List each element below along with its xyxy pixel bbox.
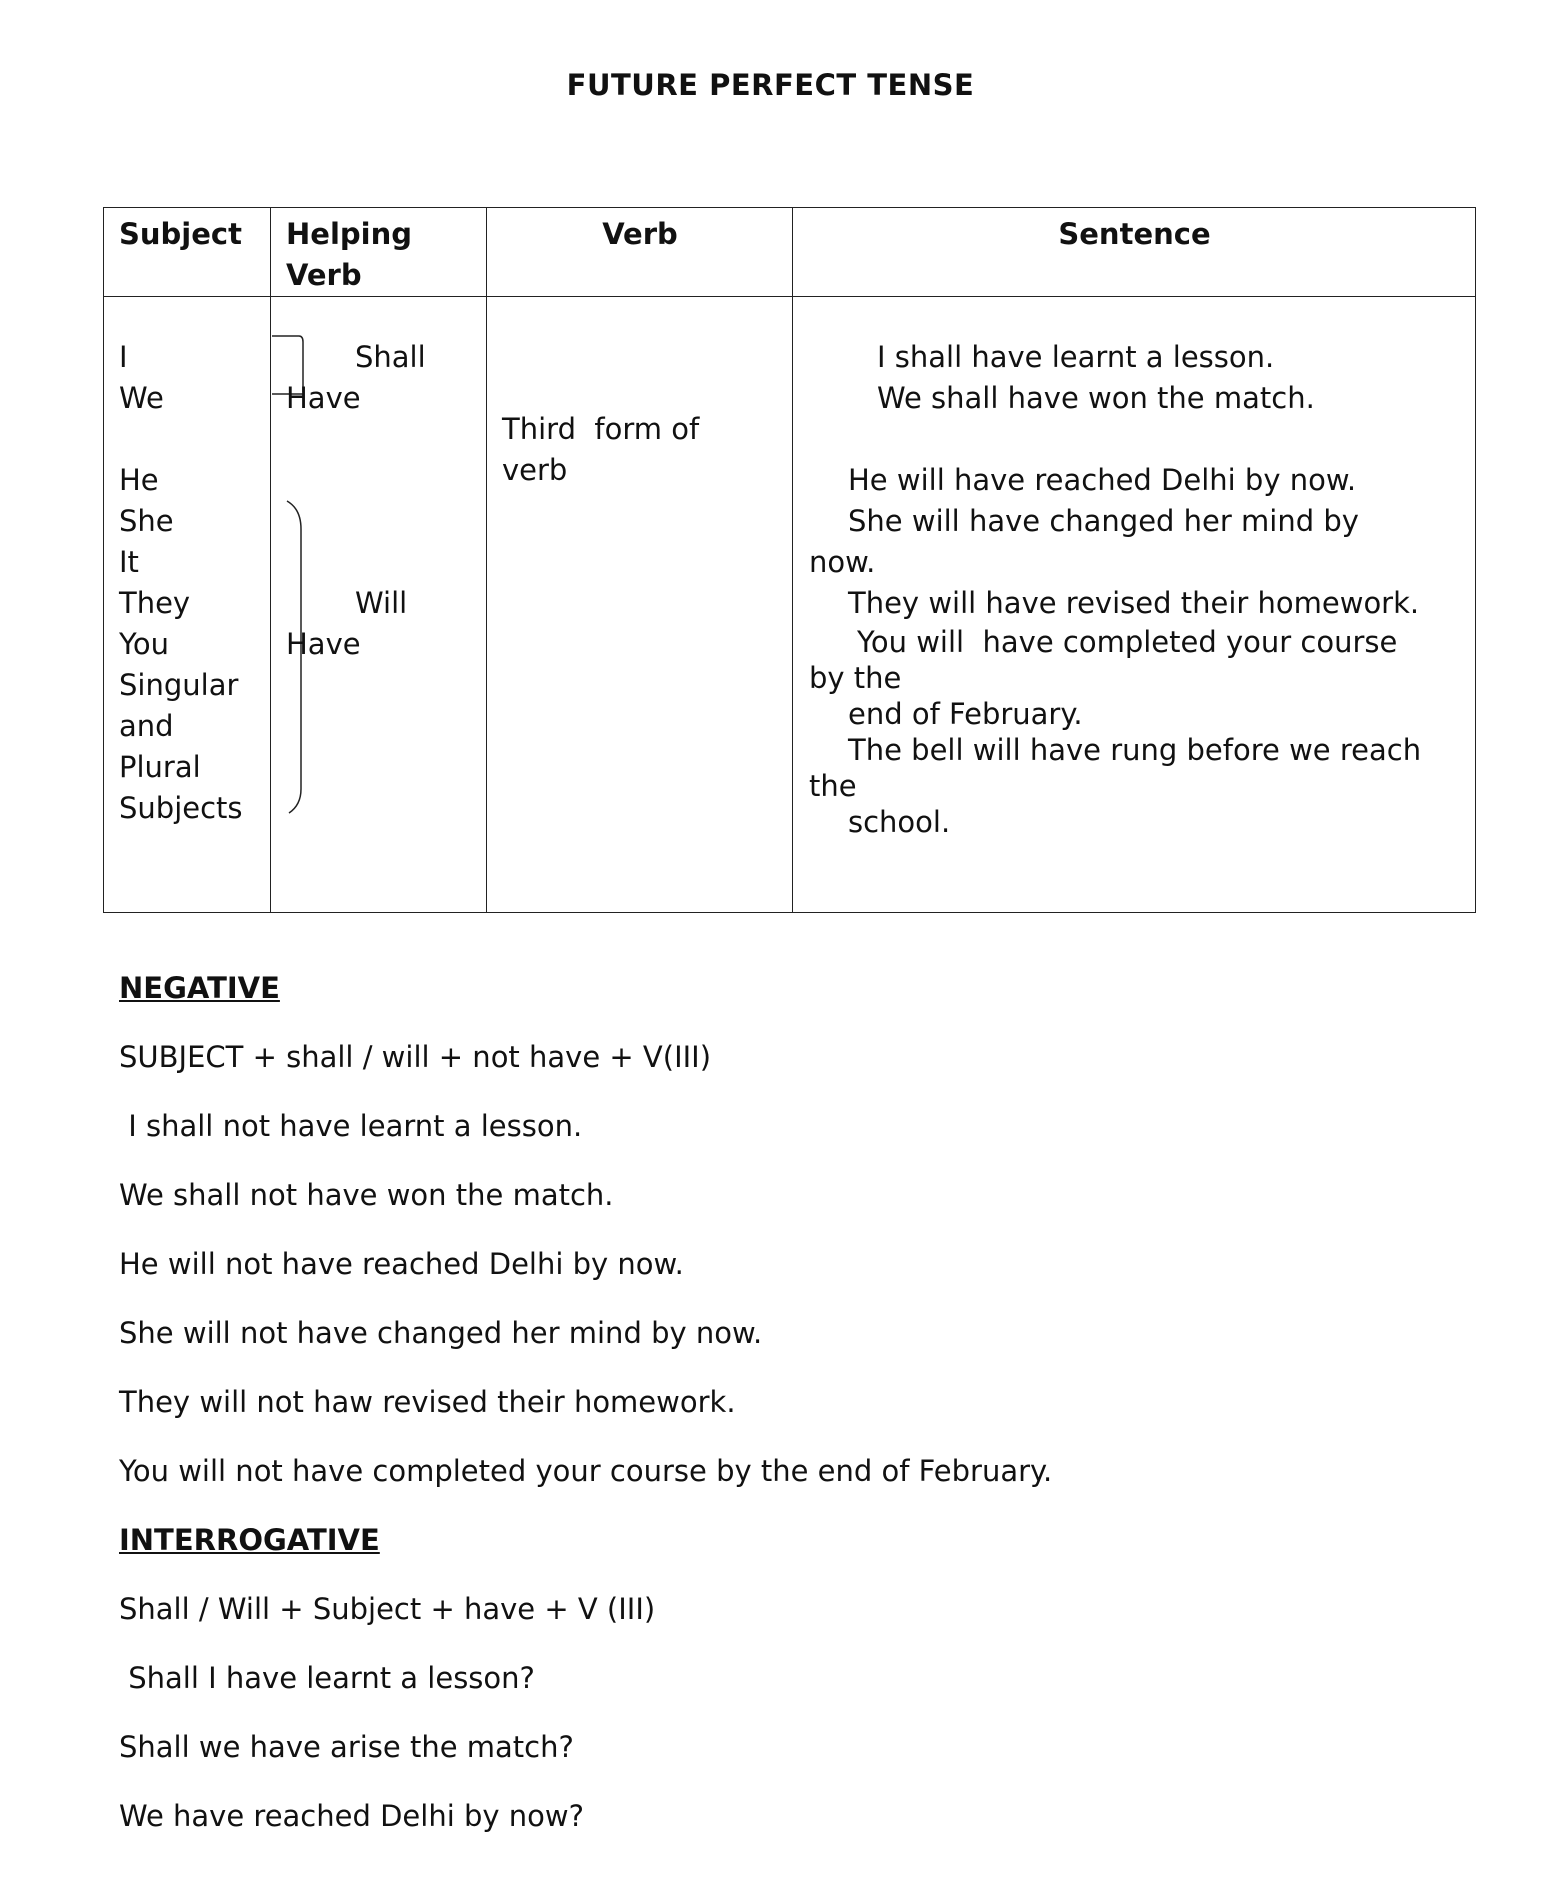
header-verb: Verb [487, 208, 793, 297]
header-helping-verb: Helping Verb [271, 208, 487, 297]
subject-item: He [119, 463, 159, 497]
sentence-line: She will have changed her mind by [848, 504, 1359, 538]
subject-item: We [119, 381, 164, 415]
sentence-line: now. [809, 545, 876, 579]
negative-example: We shall not have won the match. [119, 1178, 614, 1212]
table-header-row [104, 208, 1476, 297]
helping-verb-shall: Shall [355, 340, 426, 374]
subject-item: Plural [119, 750, 201, 784]
interrogative-example: Shall I have learnt a lesson? [119, 1661, 535, 1695]
subject-item: She [119, 504, 174, 538]
sentence-line: end of February. [848, 697, 1083, 731]
subject-item: You [119, 627, 169, 661]
subject-item: and [119, 709, 174, 743]
interrogative-formula: Shall / Will + Subject + have + V (III) [119, 1592, 656, 1626]
subject-item: Subjects [119, 791, 243, 825]
subject-cell [104, 297, 271, 913]
subject-item: Singular [119, 668, 239, 702]
negative-example: She will not have changed her mind by now. [119, 1316, 763, 1350]
helping-verb-will-have: Have [286, 627, 361, 661]
sentence-line: They will have revised their homework. [848, 586, 1420, 620]
page-title: FUTURE PERFECT TENSE [566, 68, 975, 102]
interrogative-example: Shall we have arise the match? [119, 1730, 574, 1764]
tense-table [103, 207, 1476, 913]
interrogative-example: We have reached Delhi by now? [119, 1799, 585, 1833]
sentence-line: The bell will have rung before we reach [848, 733, 1422, 767]
helping-verb-shall-have: Have [286, 381, 361, 415]
header-subject: Subject [104, 208, 271, 297]
negative-example: They will not haw revised their homework. [119, 1385, 736, 1419]
sentence-line: You will have completed your course [857, 625, 1398, 659]
sentence-cell [793, 297, 1476, 913]
verb-line: Third form of [502, 412, 700, 446]
sentence-line: by the [809, 661, 902, 695]
verb-cell [487, 297, 793, 913]
sentence-line: I shall have learnt a lesson. [877, 340, 1275, 374]
subject-item: It [119, 545, 139, 579]
subject-item: They [119, 586, 191, 620]
sentence-line: school. [848, 805, 951, 839]
verb-line: verb [502, 453, 568, 487]
subject-item: I [119, 340, 128, 374]
interrogative-heading: INTERROGATIVE [119, 1523, 380, 1557]
helping-verb-cell [271, 297, 487, 913]
negative-formula: SUBJECT + shall / will + not have + V(III) [119, 1040, 712, 1074]
sentence-line: We shall have won the match. [877, 381, 1315, 415]
header-sentence: Sentence [793, 208, 1476, 297]
sentence-line: the [809, 769, 857, 803]
negative-example: He will not have reached Delhi by now. [119, 1247, 684, 1281]
negative-example: I shall not have learnt a lesson. [119, 1109, 583, 1143]
negative-heading: NEGATIVE [119, 971, 280, 1005]
helping-verb-will: Will [355, 586, 408, 620]
negative-example: You will not have completed your course by the end of February. [119, 1454, 1053, 1488]
table-body-row [104, 297, 1476, 913]
sentence-line: He will have reached Delhi by now. [848, 463, 1357, 497]
